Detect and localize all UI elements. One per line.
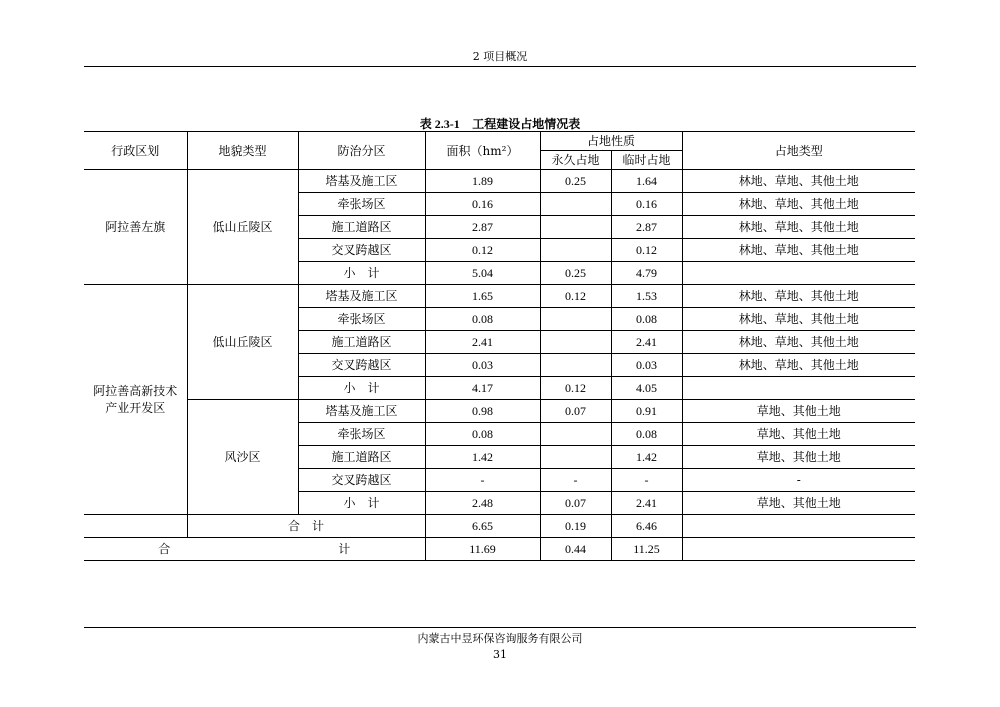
zone-cell: 小 计 (298, 377, 425, 400)
permanent-cell: 0.07 (540, 492, 611, 515)
temporary-cell: 0.12 (611, 239, 682, 262)
area-cell: 2.48 (425, 492, 540, 515)
permanent-cell: 0.12 (540, 377, 611, 400)
area-cell: 0.08 (425, 423, 540, 446)
temporary-cell: 0.91 (611, 400, 682, 423)
temporary-cell: 4.79 (611, 262, 682, 285)
area-cell: 6.65 (425, 515, 540, 538)
area-cell: 5.04 (425, 262, 540, 285)
table-caption (0, 115, 1000, 132)
temporary-cell: 2.87 (611, 216, 682, 239)
temporary-cell: 0.08 (611, 308, 682, 331)
permanent-cell: 0.25 (540, 170, 611, 193)
page-number: 31 (493, 648, 507, 661)
zone-cell: 塔基及施工区 (298, 170, 425, 193)
land-type-cell: 草地、其他土地 (682, 400, 915, 423)
temporary-cell: 2.41 (611, 331, 682, 354)
land-type-cell (682, 515, 915, 538)
zone-cell: 小 计 (298, 262, 425, 285)
land-type-cell: 林地、草地、其他土地 (682, 216, 915, 239)
zone-cell: 牵张场区 (298, 423, 425, 446)
permanent-cell (540, 216, 611, 239)
zone-cell: 施工道路区 (298, 331, 425, 354)
temporary-cell: - (611, 469, 682, 492)
land-type-cell (682, 377, 915, 400)
temporary-cell: 0.16 (611, 193, 682, 216)
permanent-cell: 0.25 (540, 262, 611, 285)
permanent-cell: 0.19 (540, 515, 611, 538)
group-total-label: 合 计 (187, 515, 425, 538)
permanent-cell (540, 446, 611, 469)
temporary-cell: 11.25 (611, 538, 682, 561)
zone-cell: 小 计 (298, 492, 425, 515)
area-cell: 0.12 (425, 239, 540, 262)
header-area: 面积（hm²） (425, 132, 540, 170)
land-type-cell: 林地、草地、其他土地 (682, 193, 915, 216)
zone-cell: 塔基及施工区 (298, 285, 425, 308)
landform-cell: 低山丘陵区 (187, 170, 298, 285)
temporary-cell: 1.42 (611, 446, 682, 469)
area-cell: 0.08 (425, 308, 540, 331)
permanent-cell: 0.44 (540, 538, 611, 561)
temporary-cell: 0.03 (611, 354, 682, 377)
region-cell: 阿拉善高新技术产业开发区 (84, 285, 187, 515)
temporary-cell: 2.41 (611, 492, 682, 515)
land-type-cell: 林地、草地、其他土地 (682, 170, 915, 193)
zone-cell: 施工道路区 (298, 446, 425, 469)
land-type-cell: 林地、草地、其他土地 (682, 331, 915, 354)
area-cell: 0.16 (425, 193, 540, 216)
permanent-cell (540, 193, 611, 216)
footer-rule (84, 627, 916, 628)
grand-total-label (84, 538, 425, 561)
table-title: 工程建设占地情况表 (472, 117, 581, 131)
zone-cell: 交叉跨越区 (298, 354, 425, 377)
land-type-cell: - (682, 469, 915, 492)
running-header: 2 项目概况 (472, 50, 528, 63)
area-cell: 1.65 (425, 285, 540, 308)
header-landform: 地貌类型 (187, 132, 298, 170)
table-row (84, 285, 915, 308)
temporary-cell: 1.53 (611, 285, 682, 308)
permanent-cell: - (540, 469, 611, 492)
land-type-cell: 林地、草地、其他土地 (682, 308, 915, 331)
group-total-row (84, 515, 915, 538)
zone-cell: 牵张场区 (298, 308, 425, 331)
table-row (84, 170, 915, 193)
temporary-cell: 4.05 (611, 377, 682, 400)
header-land-type: 占地类型 (682, 132, 915, 170)
area-cell: 1.42 (425, 446, 540, 469)
area-cell: 0.03 (425, 354, 540, 377)
land-type-cell: 草地、其他土地 (682, 446, 915, 469)
permanent-cell (540, 331, 611, 354)
landform-cell: 低山丘陵区 (187, 285, 298, 400)
land-type-cell: 草地、其他土地 (682, 492, 915, 515)
zone-cell: 牵张场区 (298, 193, 425, 216)
table-number: 表 2.3-1 (419, 117, 460, 131)
area-cell: 2.87 (425, 216, 540, 239)
land-type-cell (682, 262, 915, 285)
permanent-cell (540, 308, 611, 331)
grand-total-row (84, 538, 915, 561)
area-cell: 0.98 (425, 400, 540, 423)
land-type-cell: 林地、草地、其他土地 (682, 285, 915, 308)
grand-total-label-right: 计 (338, 542, 351, 556)
header-nature: 占地性质 (540, 132, 682, 151)
header-region: 行政区划 (84, 132, 187, 170)
permanent-cell: 0.12 (540, 285, 611, 308)
grand-total-label-left: 合 (158, 542, 171, 556)
land-type-cell (682, 538, 915, 561)
land-type-cell: 林地、草地、其他土地 (682, 239, 915, 262)
area-cell: - (425, 469, 540, 492)
permanent-cell (540, 423, 611, 446)
permanent-cell (540, 354, 611, 377)
land-type-cell: 草地、其他土地 (682, 423, 915, 446)
header-rule (84, 66, 916, 67)
zone-cell: 交叉跨越区 (298, 469, 425, 492)
zone-cell: 塔基及施工区 (298, 400, 425, 423)
header-permanent: 永久占地 (540, 151, 611, 170)
header-temporary: 临时占地 (611, 151, 682, 170)
area-cell: 1.89 (425, 170, 540, 193)
region-cell: 阿拉善左旗 (84, 170, 187, 285)
temporary-cell: 6.46 (611, 515, 682, 538)
zone-cell: 施工道路区 (298, 216, 425, 239)
land-occupation-table (84, 131, 915, 561)
area-cell: 4.17 (425, 377, 540, 400)
temporary-cell: 1.64 (611, 170, 682, 193)
table-row (84, 400, 915, 423)
area-cell: 11.69 (425, 538, 540, 561)
area-cell: 2.41 (425, 331, 540, 354)
header-zone: 防治分区 (298, 132, 425, 170)
permanent-cell: 0.07 (540, 400, 611, 423)
temporary-cell: 0.08 (611, 423, 682, 446)
landform-cell: 风沙区 (187, 400, 298, 515)
zone-cell: 交叉跨越区 (298, 239, 425, 262)
permanent-cell (540, 239, 611, 262)
footer-company: 内蒙古中昱环保咨询服务有限公司 (417, 632, 583, 645)
blank-cell (84, 515, 187, 538)
land-type-cell: 林地、草地、其他土地 (682, 354, 915, 377)
